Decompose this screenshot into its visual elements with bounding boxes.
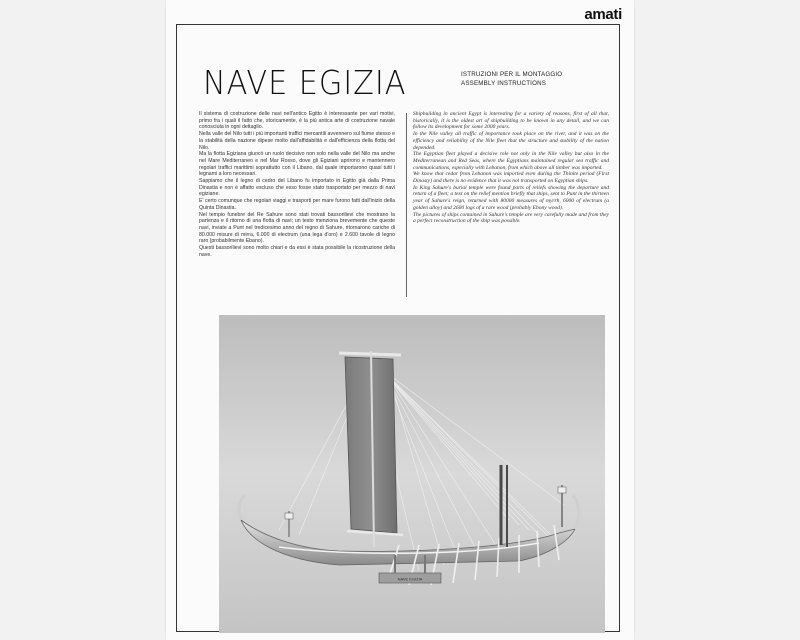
instruction-sheet xyxy=(166,0,634,640)
upper-yard xyxy=(339,353,401,355)
stand-label: NAVE EGIZIA xyxy=(397,576,423,582)
italian-paragraph: Sappiamo che il legno di cedro del Libano fu importato in Egitto già dalla Prima Dinastia e non è affatto escluso che esso fosse stato trasportato per mezzo di navi egiziane. xyxy=(199,178,395,198)
ship-model-photo xyxy=(219,315,605,633)
brand-logo: amati xyxy=(584,6,622,23)
italian-paragraph: Nel tempio funebre del Re Sahure sono stati trovati bassorilievi che mostrano la partenza e il ritorno di una flotta di navi; un testo menziona brevemente che queste navi, inviate a Punt nel tredicesimo anno del regno di Sahure, ritornarono cariche di 80.000 misure di mirra, 6.000 di electrum (una lega d'oro) e 2.600 tavole di legno raro (probabilmente Ebano). xyxy=(199,211,395,245)
english-paragraph: We know that cedar from Lebanon was imported even during the Thinite period (First Dinasty) and there is no evidence that it was not transported on Egyptian ships. xyxy=(413,171,609,185)
english-paragraph: The Egyptian fleet played a decisive role not only in the Nile valley but also in the Mediterranean and Red Seas, where the Egyptians maintained regular sea traffic and communications, especially with Lebanon, from which above all timber was imported. xyxy=(413,151,609,171)
ship-model-illustration xyxy=(219,315,605,633)
column-divider xyxy=(406,113,407,297)
page-frame xyxy=(176,24,620,632)
english-paragraph: In King Sahure's burial temple were found parts of reliefs showing the departure and return of a fleet; a text on the relief mention briefly that ships, sent to Punt in the thirteen year of Sahure's reign, returned with 80000 measures of myrrh, 6000 of electrum (a golden alloy) and 2600 logs of a rare wood (probably Ebony wood). xyxy=(413,184,609,211)
italian-paragraph: Ma la flotta Egiziana giuocò un ruolo decisivo non solo nella valle del Nilo ma anche nel Mare Mediterraneo e nel Mar Rosso, dove gli Egiziani aprirono e mantennero regolari traffici marittimi soprattutto con il Libano, dal quale importarono quasi tutti i legnami a loro necessari. xyxy=(199,151,395,178)
flag xyxy=(558,487,566,493)
page-subtitle xyxy=(461,71,562,88)
subtitle-english: ASSEMBLY INSTRUCTIONS xyxy=(461,79,547,87)
italian-paragraph: Il sistema di costruzione delle navi nell'antico Egitto è interessante per vari motivi, primo fra i quali il fatto che, storicamente, è la più antica arte di costruzione navale conosciuta in ogni dettaglio. xyxy=(199,111,395,131)
photo-background xyxy=(219,315,605,633)
italian-paragraph: E' certo comunque che regolari viaggi e trasporti per mare furono fatti dall'inizio della Quinta Dinastia. xyxy=(199,198,395,211)
stern-flag xyxy=(285,513,293,519)
page-title: NAVE EGIZIA xyxy=(203,63,407,102)
italian-paragraph: Questi bassorilievi sono molto chiari e da essi è stata possibile la ricostruzione della nave. xyxy=(199,245,395,258)
text-columns xyxy=(199,111,613,301)
italian-paragraph: Nella valle del Nilo tutti i più importanti traffici mercantili avvennero sul fiume stesso e la stabilità della nazione dipese molto dall'affidabilità e dall'efficienza della flotta del Nilo. xyxy=(199,131,395,151)
english-paragraph: In the Nile valley all traffic of importance took place on the river, and it was on the efficiency and reliability of the Nile fleet that the structure and stability of the nation depended. xyxy=(413,131,609,151)
english-column xyxy=(413,111,609,225)
subtitle-italian: ISTRUZIONI PER IL MONTAGGIO xyxy=(461,71,563,78)
english-paragraph: Shipbuilding in ancient Egypt is interesting for a variety of reasons, first of all that, historically, it is the oldest art of shipbuilding to be known in any detail, and we can follow its development for some 2000 years. xyxy=(413,111,609,131)
english-paragraph: The pictures of ships contained in Sahure's temple are very carefully made and from they a perfect reconstruction of the ship was possible. xyxy=(413,211,609,225)
italian-column xyxy=(199,111,395,258)
